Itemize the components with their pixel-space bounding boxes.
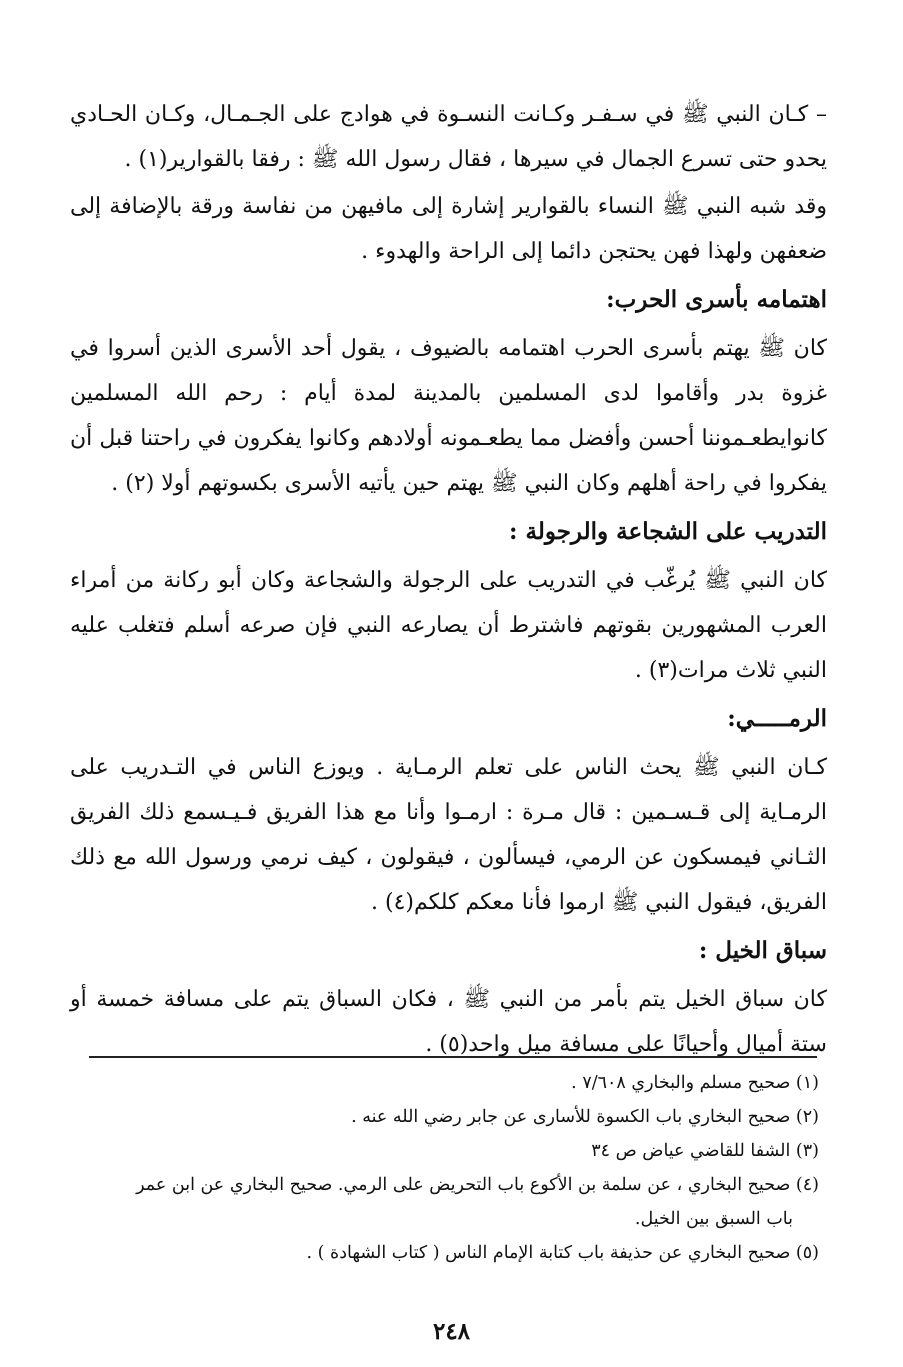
heading-courage-training: التدريب على الشجاعة والرجولة :	[509, 518, 827, 545]
paragraph-archery: كـان النبي ﷺ يحث الناس على تعلم الرمـاية . ويوزع الناس في التـدريب على الرمـاية إلى قـسـمين : قال مـرة : ارمـوا وأنا مع هذا الفريق فـيـسمع ذلك الفريق الثـاني فيمسكون عن الرمي، فيسألون ، فيقولون ، كيف نرمي ورسول الله مع ذلك الفريق، فيقول النبي ﷺ ارموا فأنا معكم كلكم(٤) .	[70, 755, 827, 915]
footnotes	[70, 1066, 819, 1270]
footnote-1: (١) صحيح مسلم والبخاري ٧/٦٠٨ .	[571, 1073, 819, 1093]
footnote-4: (٤) صحيح البخاري ، عن سلمة بن الأكوع باب التحريض على الرمي. صحيح البخاري عن ابن عمر	[136, 1175, 819, 1195]
heading-archery: الرمـــــي:	[727, 705, 827, 732]
paragraph-horse-racing: كان سباق الخيل يتم بأمر من النبي ﷺ ، فكان السباق يتم على مسافة خمسة أو ستة أميال وأحيانًا على مسافة ميل واحد(٥) .	[70, 987, 827, 1057]
footnote-3: (٣) الشفا للقاضي عياض ص ٣٤	[591, 1141, 819, 1161]
main-text	[70, 92, 827, 1069]
footnote-2: (٢) صحيح البخاري باب الكسوة للأسارى عن جابر رضي الله عنه .	[351, 1107, 819, 1127]
footnote-5: (٥) صحيح البخاري عن حذيفة باب كتابة الإمام الناس ( كتاب الشهادة ) .	[306, 1243, 819, 1263]
page-number: ٢٤٨	[432, 1318, 471, 1345]
paragraph-travel-women: – كـان النبي ﷺ في سـفـر وكـانت النسـوة في هوادج على الجـمـال، وكـان الحـادي يحدو حتى تسرع الجمال في سيرها ، فقال رسول الله ﷺ : رفقا بالقوارير(١) .	[70, 102, 827, 172]
paragraph-courage-training: كان النبي ﷺ يُرغّب في التدريب على الرجولة والشجاعة وكان أبو ركانة من أمراء العرب المشهورين بقوتهم فاشترط أن يصارعه النبي فإن صرعه أسلم فتغلب عليه النبي ثلاث مرات(٣) .	[70, 568, 827, 683]
paragraph-prisoners: كان ﷺ يهتم بأسرى الحرب اهتمامه بالضيوف ، يقول أحد الأسرى الذين أسروا في غزوة بدر وأقاموا لدى المسلمين بالمدينة لمدة أيام : رحم الله المسلمين كانوايطعـموننا أحسن وأفضل مما يطعـمونه أولادهم وكانوا يفكرون في راحتنا قبل أن يفكروا في راحة أهلهم وكان النبي ﷺ يهتم حين يأتيه الأسرى بكسوتهم أولا (٢) .	[70, 336, 827, 496]
heading-prisoners: اهتمامه بأسرى الحرب:	[606, 286, 827, 313]
paragraph-qawarir-explanation: وقد شبه النبي ﷺ النساء بالقوارير إشارة إلى مافيهن من نفاسة ورقة بالإضافة إلى ضعفهن ولهذا فهن يحتجن دائما إلى الراحة والهدوء .	[70, 194, 827, 264]
footnote-4-continuation: باب السبق بين الخيل.	[634, 1209, 793, 1229]
footnote-divider	[89, 1056, 817, 1058]
heading-horse-racing: سباق الخيل :	[698, 937, 827, 964]
